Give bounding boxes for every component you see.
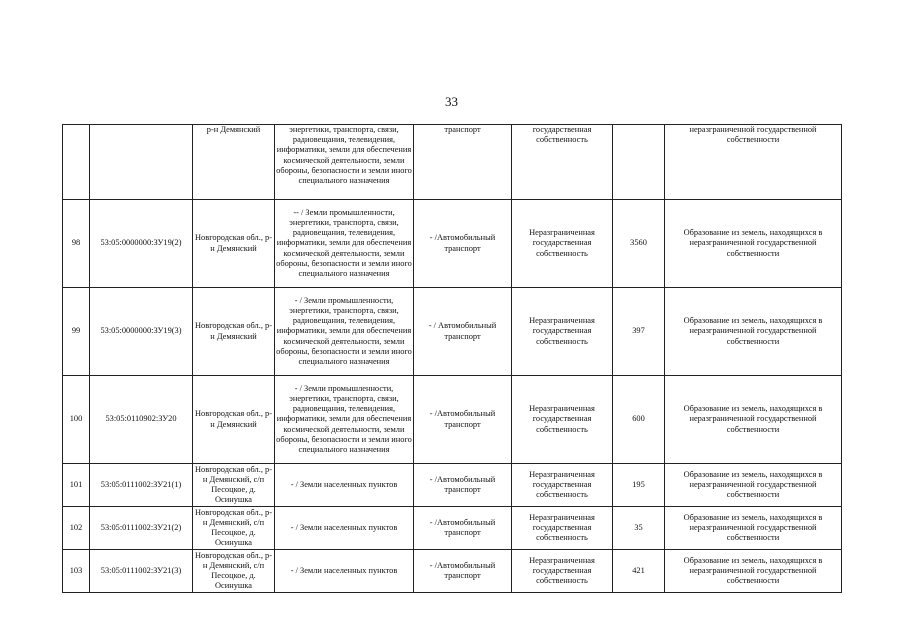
table-row (63, 550, 842, 593)
cell-cadastral-number: 53:05:0111002:ЗУ21(2) (90, 507, 193, 550)
cell-formation-method: Образование из земель, находящихся в неразграниченной государственной собственности (665, 376, 842, 464)
table-row (63, 507, 842, 550)
cell-location: Новгородская обл., р-н Демянский, с/п Песоцкое, д. Осинушка (193, 507, 275, 550)
cell-ownership: Неразграниченная государственная собственность (512, 550, 613, 593)
cell-permitted-use: - /Автомобильный транспорт (414, 550, 512, 593)
cell-cadastral-number: 53:05:0000000:ЗУ19(3) (90, 288, 193, 376)
table-row (63, 376, 842, 464)
cell-ownership: государственная собственность (512, 125, 613, 200)
cell-number: 100 (63, 376, 90, 464)
cell-area: 421 (613, 550, 665, 593)
cell-area: 397 (613, 288, 665, 376)
cell-area (613, 125, 665, 200)
cell-formation-method: Образование из земель, находящихся в неразграниченной государственной собственности (665, 464, 842, 507)
cell-permitted-use: - /Автомобильный транспорт (414, 507, 512, 550)
table-row (63, 200, 842, 288)
table-row (63, 125, 842, 200)
cell-location: р-н Демянский (193, 125, 275, 200)
cell-cadastral-number: 53:05:0111002:ЗУ21(1) (90, 464, 193, 507)
cell-land-category: - / Земли населенных пунктов (275, 507, 414, 550)
cell-area: 195 (613, 464, 665, 507)
cell-ownership: Неразграниченная государственная собственность (512, 200, 613, 288)
cell-cadastral-number: 53:05:0110902:ЗУ20 (90, 376, 193, 464)
cell-number: 101 (63, 464, 90, 507)
cell-area: 3560 (613, 200, 665, 288)
cell-cadastral-number (90, 125, 193, 200)
cell-land-category: -- / Земли промышленности, энергетики, транспорта, связи, радиовещания, телевидения, информатики, земли для обеспечения космической деятельности, земли обороны, безопасности и земли иного специального назначения (275, 200, 414, 288)
cell-ownership: Неразграниченная государственная собственность (512, 507, 613, 550)
cell-location: Новгородская обл., р-н Демянский, с/п Песоцкое, д. Осинушка (193, 464, 275, 507)
table-row (63, 464, 842, 507)
land-plots-table (62, 124, 842, 593)
cell-location: Новгородская обл., р-н Демянский (193, 288, 275, 376)
cell-permitted-use: - /Автомобильный транспорт (414, 376, 512, 464)
cell-cadastral-number: 53:05:0000000:ЗУ19(2) (90, 200, 193, 288)
cell-formation-method: Образование из земель, находящихся в неразграниченной государственной собственности (665, 507, 842, 550)
cell-formation-method: Образование из земель, находящихся в неразграниченной государственной собственности (665, 550, 842, 593)
cell-land-category: - / Земли промышленности, энергетики, транспорта, связи, радиовещания, телевидения, информатики, земли для обеспечения космической деятельности, земли обороны, безопасности и земли иного специального назначения (275, 376, 414, 464)
cell-land-category: - / Земли населенных пунктов (275, 464, 414, 507)
cell-permitted-use: - /Автомобильный транспорт (414, 464, 512, 507)
cell-permitted-use: - / Автомобильный транспорт (414, 288, 512, 376)
cell-ownership: Неразграниченная государственная собственность (512, 288, 613, 376)
cell-location: Новгородская обл., р-н Демянский (193, 376, 275, 464)
cell-ownership: Неразграниченная государственная собственность (512, 376, 613, 464)
cell-number (63, 125, 90, 200)
cell-number: 102 (63, 507, 90, 550)
cell-formation-method: неразграниченной государственной собственности (665, 125, 842, 200)
cell-land-category: - / Земли населенных пунктов (275, 550, 414, 593)
cell-permitted-use: - /Автомобильный транспорт (414, 200, 512, 288)
cell-formation-method: Образование из земель, находящихся в неразграниченной государственной собственности (665, 288, 842, 376)
cell-area: 600 (613, 376, 665, 464)
cell-formation-method: Образование из земель, находящихся в неразграниченной государственной собственности (665, 200, 842, 288)
table-row (63, 288, 842, 376)
cell-location: Новгородская обл., р-н Демянский (193, 200, 275, 288)
cell-permitted-use: транспорт (414, 125, 512, 200)
cell-cadastral-number: 53:05:0111002:ЗУ21(3) (90, 550, 193, 593)
cell-location: Новгородская обл., р-н Демянский, с/п Песоцкое, д. Осинушка (193, 550, 275, 593)
cell-land-category: - / Земли промышленности, энергетики, транспорта, связи, радиовещания, телевидения, информатики, земли для обеспечения космической деятельности, земли обороны, безопасности и земли иного специального назначения (275, 288, 414, 376)
cell-number: 98 (63, 200, 90, 288)
cell-area: 35 (613, 507, 665, 550)
page-number: 33 (445, 94, 458, 109)
cell-land-category: энергетики, транспорта, связи, радиовещания, телевидения, информатики, земли для обеспечения космической деятельности, земли обороны, безопасности и земли иного специального назначения (275, 125, 414, 200)
cell-number: 99 (63, 288, 90, 376)
cell-ownership: Неразграниченная государственная собственность (512, 464, 613, 507)
cell-number: 103 (63, 550, 90, 593)
